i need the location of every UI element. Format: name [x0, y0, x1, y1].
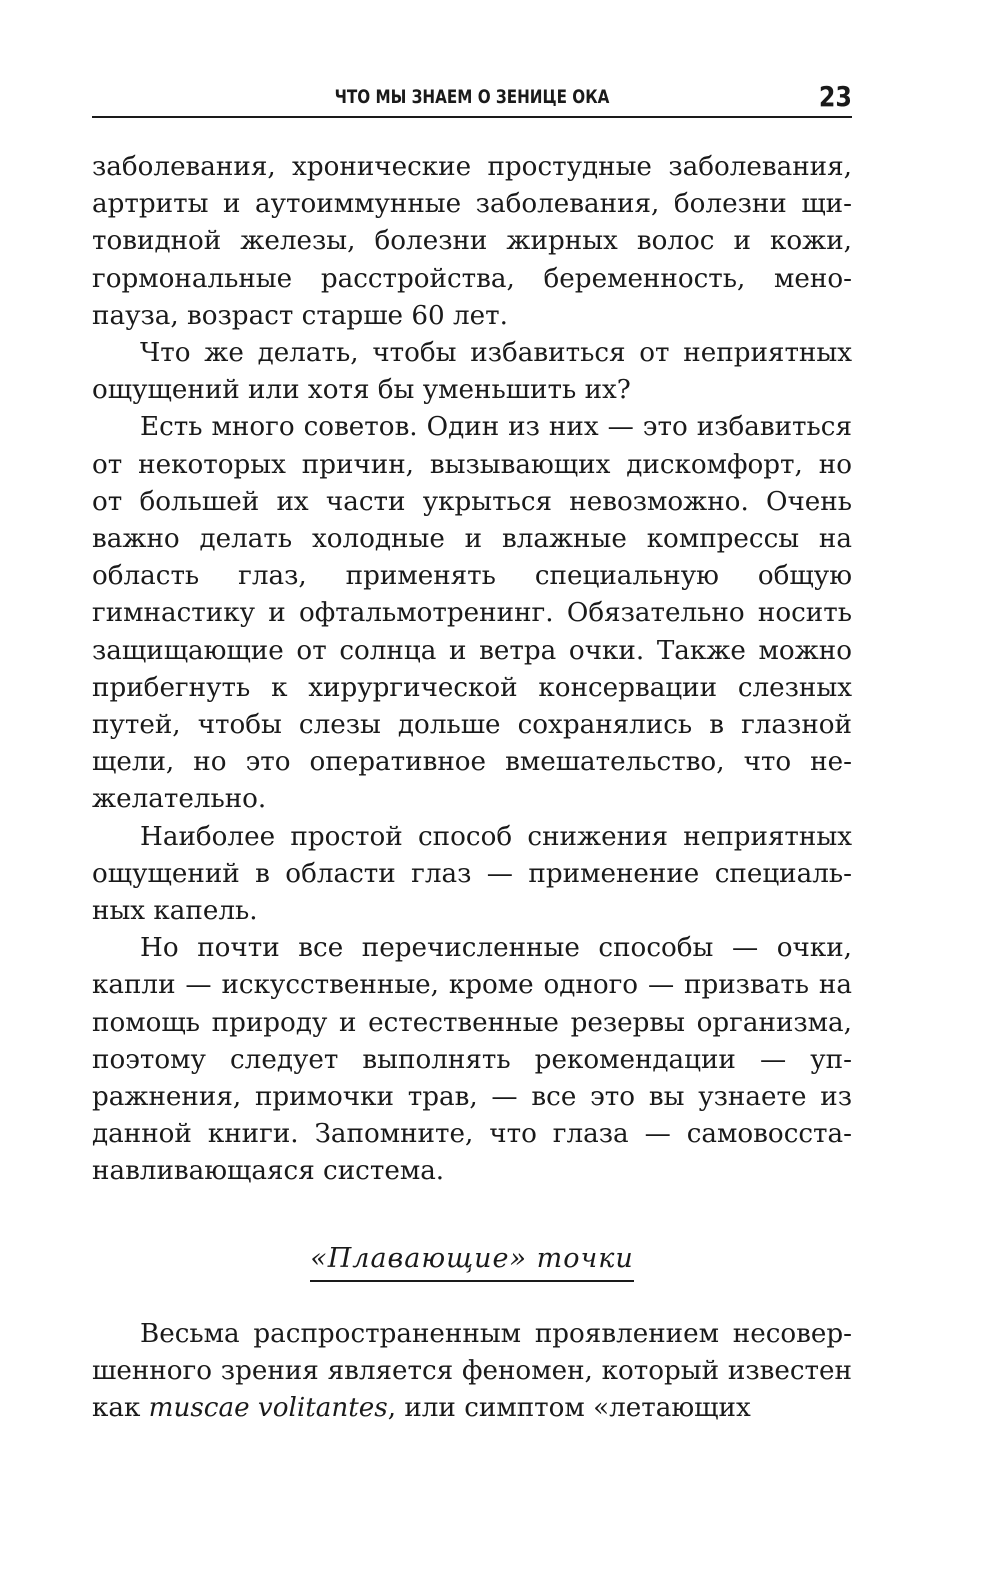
paragraph-question: Что же делать, чтобы избавиться от неприятных ощущений или хотя бы уменьшить их?: [92, 338, 852, 406]
latin-term: muscae volitantes: [148, 1393, 388, 1424]
running-title: ЧТО МЫ ЗНАЕМ О ЗЕНИЦЕ ОКА: [334, 86, 610, 108]
paragraph-drops: Наиболее простой способ снижения неприятных ощущений в области глаз — применение специальных капель.: [92, 821, 852, 927]
floaters-text-end: , или симптом «летающих: [387, 1393, 751, 1424]
section-heading-text: «Плавающие» точки: [310, 1243, 634, 1282]
section-text: [92, 1316, 852, 1428]
book-page: [92, 0, 852, 1573]
paragraph-floaters: [92, 1316, 852, 1428]
paragraph-nature: Но почти все перечисленные способы — очки, капли — искусственные, кроме одного — призвать на помощь природу и естественные резервы организма, поэтому следует выполнять рекомендации — упражнения, примочки трав, — все это вы узнаете из данной книги. Запомните, что глаза — самовосстанавливающаяся система.: [92, 933, 852, 1187]
paragraph-advice: Есть много советов. Один из них — это избавиться от некоторых причин, вызывающих дискомфорт, но от большей их части укрыться невозможно. Очень важно делать холодные и влажные компрессы на область глаз, применять специальную общую гимнастику и офтальмотренинг. Обязательно носить защищающие от солнца и ветра очки. Также можно прибегнуть к хирургической консервации слезных путей, чтобы слезы дольше сохранялись в глазной щели, но это оперативное вмешательство, что нежелательно.: [92, 412, 852, 815]
floaters-text-start: Весьма распространенным проявлением несовершенного зрения является феномен, который известен как: [92, 1319, 852, 1424]
paragraph-continuation: заболевания, хронические простудные заболевания, артриты и аутоиммунные заболевания, болезни щитовидной железы, болезни жирных волос и кожи, гормональные расстройства, беременность, менопауза, возраст старше 60 лет.: [92, 152, 852, 331]
running-header: [92, 80, 852, 118]
page-number: 23: [818, 80, 852, 113]
section-heading: [92, 1243, 852, 1282]
main-text: [92, 149, 852, 1191]
